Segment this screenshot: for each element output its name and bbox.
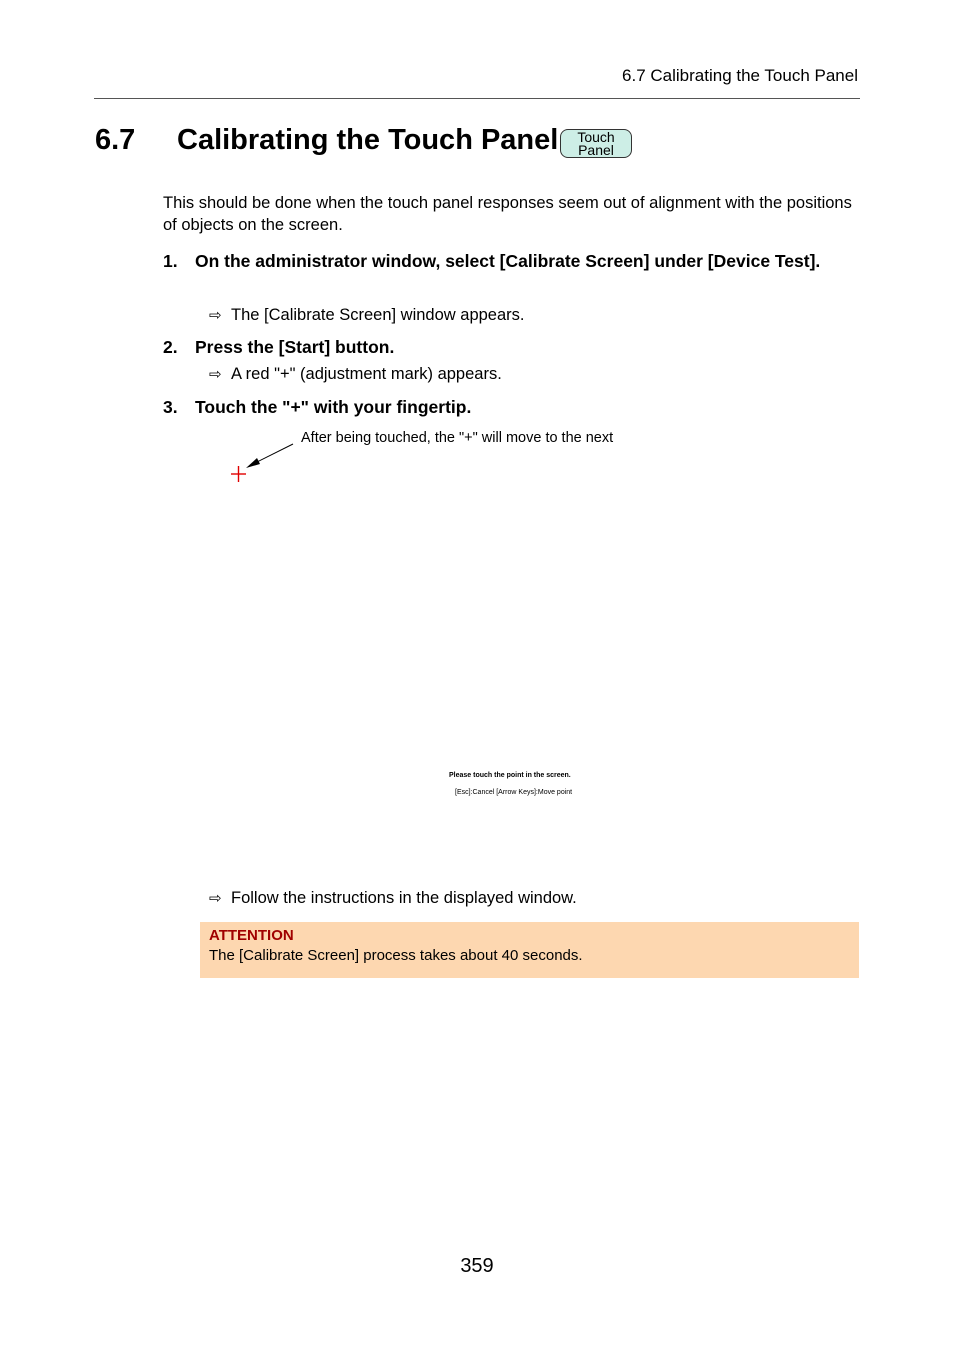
- step-3-result: [209, 889, 577, 908]
- touch-panel-badge: [560, 129, 632, 158]
- step-2-text: Press the [Start] button.: [195, 337, 395, 357]
- page-number: 359: [460, 1255, 494, 1277]
- running-header: 6.7 Calibrating the Touch Panel: [622, 66, 858, 85]
- calibration-keys-hint: [Esc]:Cancel [Arrow Keys]:Move point: [455, 789, 573, 796]
- result-arrow-icon: ⇨: [209, 366, 222, 383]
- step-1-result: [209, 306, 525, 325]
- step-2: [163, 335, 859, 359]
- step-1-number: 1.: [163, 251, 178, 271]
- section-title: [95, 124, 558, 157]
- arrowhead-icon: [246, 458, 260, 468]
- attention-box: [200, 922, 859, 978]
- step-1: [163, 249, 859, 273]
- step-2-result: [209, 365, 502, 384]
- step-1-result-text: The [Calibrate Screen] window appears.: [231, 306, 525, 324]
- step-3: [163, 395, 859, 419]
- callout-text: After being touched, the "+" will move to the next: [301, 430, 614, 446]
- step-2-result-text: A red "+" (adjustment mark) appears.: [231, 365, 502, 383]
- section-number: 6.7: [95, 124, 136, 156]
- header-divider: [94, 98, 860, 99]
- step-1-text: On the administrator window, select [Calibrate Screen] under [Device Test].: [195, 251, 821, 271]
- intro-paragraph: This should be done when the touch panel responses seem out of alignment with the positions of objects on the screen.: [163, 194, 852, 234]
- callout-graphic: [225, 440, 305, 490]
- step-3-result-text: Follow the instructions in the displayed window.: [231, 889, 577, 907]
- result-arrow-icon: ⇨: [209, 307, 222, 324]
- badge-line-1: Touch: [577, 129, 615, 145]
- step-3-number: 3.: [163, 397, 178, 417]
- section-heading: Calibrating the Touch Panel: [177, 124, 559, 156]
- result-arrow-icon: ⇨: [209, 890, 222, 907]
- step-3-text: Touch the "+" with your fingertip.: [195, 397, 472, 417]
- calibration-message: Please touch the point in the screen.: [449, 772, 571, 779]
- attention-text: The [Calibrate Screen] process takes about 40 seconds.: [209, 947, 583, 964]
- attention-title: ATTENTION: [209, 927, 294, 944]
- badge-line-2: Panel: [578, 142, 614, 158]
- step-2-number: 2.: [163, 337, 178, 357]
